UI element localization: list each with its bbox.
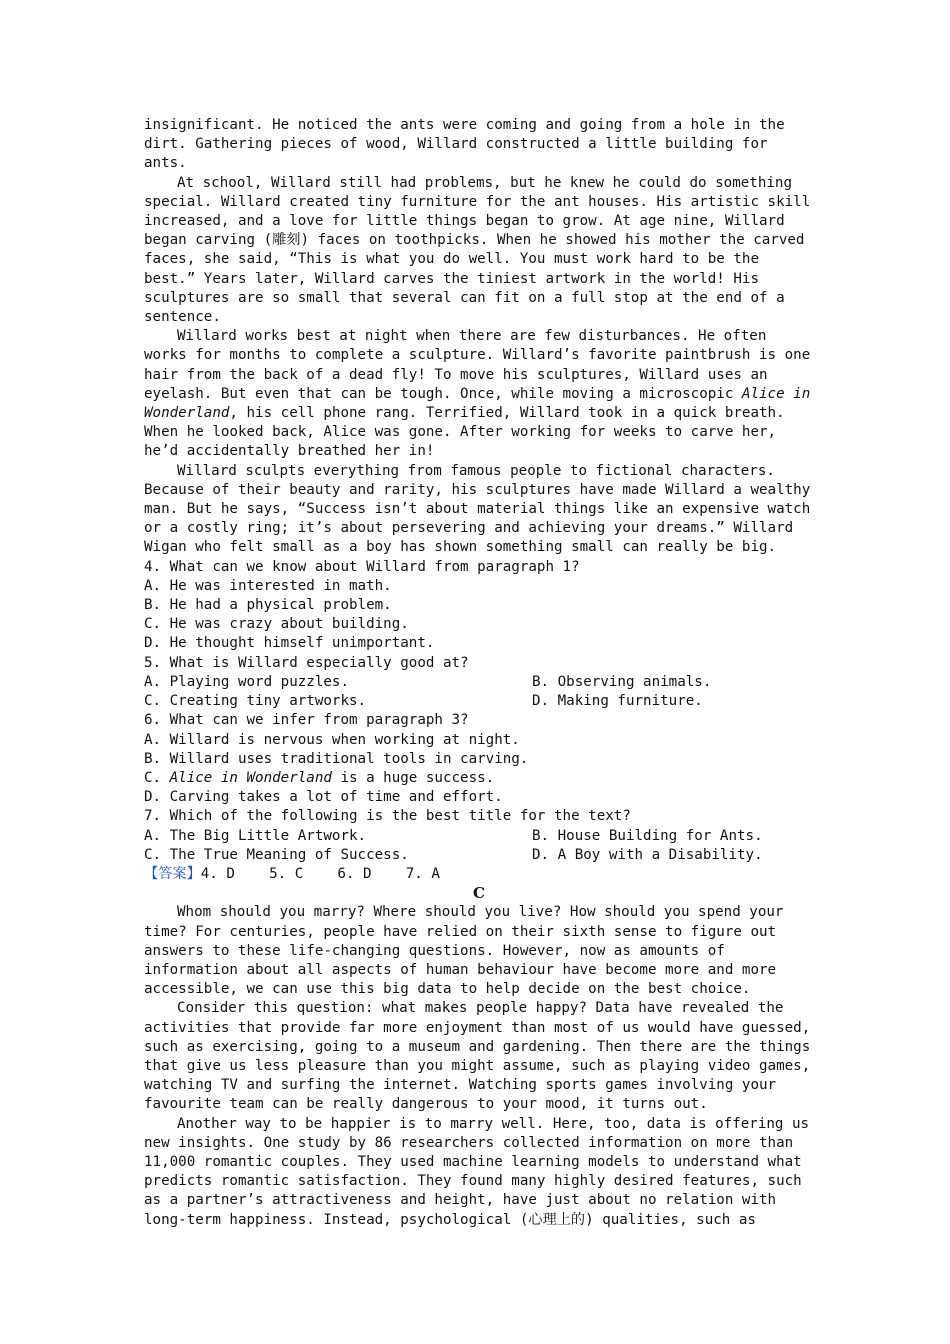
question-4-option-b: B. He had a physical problem. — [144, 597, 392, 614]
question-5-option-c: C. Creating tiny artworks. — [144, 693, 367, 710]
answer-key — [144, 865, 814, 884]
question-6-option-d: D. Carving takes a lot of time and effort. — [144, 789, 503, 806]
question-4: 4. What can we know about Willard from paragraph 1? — [144, 558, 580, 575]
document-page — [144, 116, 814, 1230]
section-c-title: C — [473, 884, 485, 903]
question-5-option-a: A. Playing word puzzles. — [144, 673, 349, 690]
question-5: 5. What is Willard especially good at? — [144, 654, 469, 671]
question-6-option-c-rest: is a huge success. — [331, 769, 495, 786]
question-6: 6. What can we infer from paragraph 3? — [144, 712, 469, 729]
passage-c-paragraph-1: Whom should you marry? Where should you live? How should you spend your time? For centuries, people have relied on their sixth sense to figure out answers to these life-changing questions. However, now as amounts of information about all aspects of human behaviour have become more and more accessible, we can use this big data to help decide on the best choice. — [144, 904, 784, 998]
answer-text: 4. D 5. C 6. D 7. A — [200, 865, 440, 882]
question-7-options-row-1 — [144, 827, 814, 846]
question-6-option-c-book-title: Alice in Wonderland — [169, 769, 332, 786]
question-5-options-row-2 — [144, 692, 814, 711]
passage-b-paragraph-1-end: insignificant. He noticed the ants were coming and going from a hole in the dirt. Gathering pieces of wood, Willard constructed a little building for ants. — [144, 117, 785, 172]
passage-c-paragraph-2: Consider this question: what makes people happy? Data have revealed the activities that provide far more enjoyment than most of us would have guessed, such as exercising, going to a museum and gardening. Then there are the things that give us less pleasure than you might assume, such as playing video games, watching TV and surfing the internet. Watching sports games involving your favourite team can be really dangerous to your mood, it turns out. — [144, 1000, 811, 1113]
question-6-option-b: B. Willard uses traditional tools in carving. — [144, 750, 529, 767]
question-7-options-row-2 — [144, 846, 814, 865]
paragraph-3-book-title: Alice in Wonderland — [144, 385, 811, 422]
question-6-option-a: A. Willard is nervous when working at night. — [144, 731, 520, 748]
question-6-option-c-prefix: C. — [144, 769, 170, 786]
paragraph-3-text-b: , his cell phone rang. Terrified, Willard took in a quick breath. When he looked back, Alice was gone. After working for weeks to carve her, he’d accidentally breathed her in! — [144, 405, 785, 460]
question-5-option-b: B. Observing animals. — [532, 673, 712, 690]
passage-b-paragraph-3 — [144, 327, 814, 461]
answer-label: 【答案】 — [144, 865, 201, 882]
passage-b-paragraph-2: At school, Willard still had problems, but he knew he could do something special. Willard created tiny furniture for the ant houses. His artistic skill increased, and a love for little things began to grow. At age nine, Willard began carving (雕刻) faces on toothpicks. When he showed his mother the carved faces, she said, “This is what you do well. You must work hard to be the best.” Years later, Willard carves the tiniest artwork in the world! His sculptures are so small that several can fit on a full stop at the end of a sentence. — [144, 174, 811, 326]
question-5-option-d: D. Making furniture. — [532, 693, 703, 710]
question-7-option-c: C. The True Meaning of Success. — [144, 846, 409, 863]
question-6-option-c — [144, 769, 814, 788]
question-4-option-d: D. He thought himself unimportant. — [144, 635, 435, 652]
question-4-option-c: C. He was crazy about building. — [144, 616, 409, 633]
question-7-option-d: D. A Boy with a Disability. — [532, 846, 763, 863]
passage-c-paragraph-3: Another way to be happier is to marry well. Here, too, data is offering us new insights. One study by 86 researchers collected information on more than 11,000 romantic couples. They used machine learning models to understand what predicts romantic satisfaction. They found many highly desired features, such as a partner’s attractiveness and height, have just about no relation with long-term happiness. Instead, psychological (心理上的) qualities, such as — [144, 1115, 810, 1228]
question-5-options-row-1 — [144, 673, 814, 692]
passage-b-paragraph-4: Willard sculpts everything from famous people to fictional characters. Because of their beauty and rarity, his sculptures have made Willard a wealthy man. But he says, “Success isn’t about material things like an expensive watch or a costly ring; it’s about persevering and achieving your dreams.” Willard Wigan who felt small as a boy has shown something small can really be big. — [144, 462, 811, 556]
question-7: 7. Which of the following is the best title for the text? — [144, 808, 631, 825]
paragraph-3-text-a: Willard works best at night when there are few disturbances. He often works for months to complete a sculpture. Willard’s favorite paintbrush is one hair from the back of a dead fly! To move his sculptures, Willard uses an eyelash. But even that can be tough. Once, while moving a microscopic — [144, 328, 811, 402]
question-4-option-a: A. He was interested in math. — [144, 577, 392, 594]
question-7-option-b: B. House Building for Ants. — [532, 827, 763, 844]
question-7-option-a: A. The Big Little Artwork. — [144, 827, 367, 844]
